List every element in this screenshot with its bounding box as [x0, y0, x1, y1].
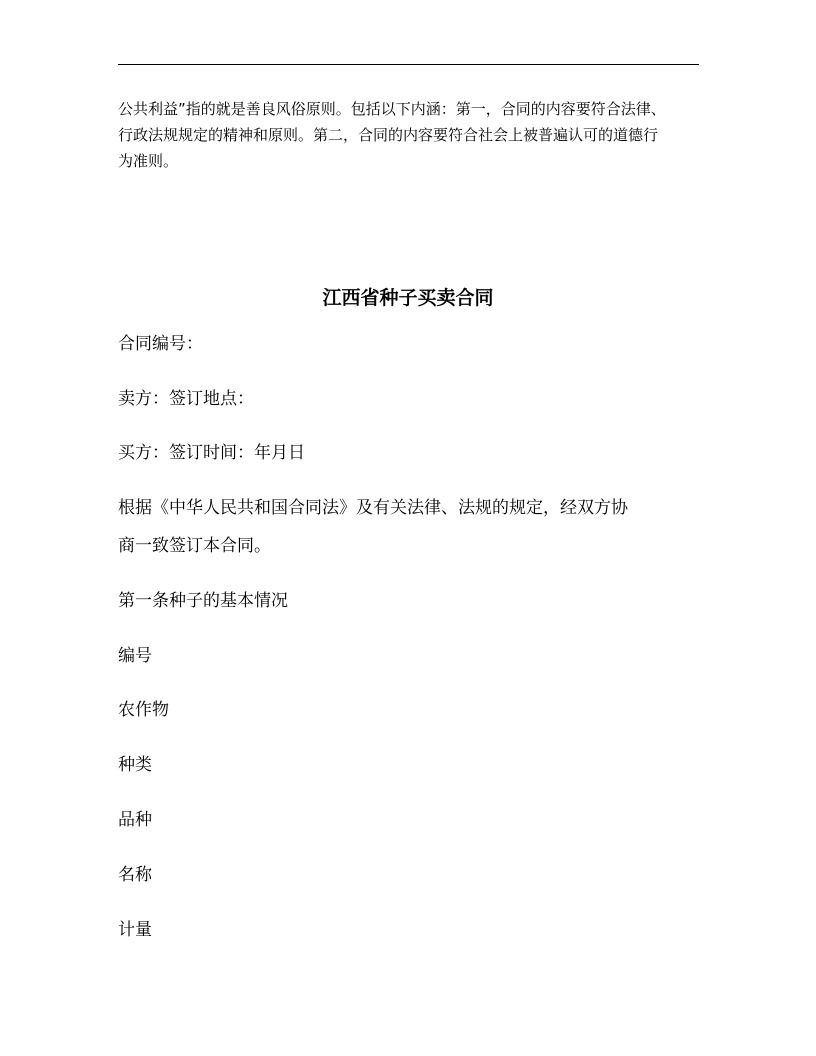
intro-paragraph	[118, 96, 702, 174]
intro-line: 公共利益”指的就是善良风俗原则。包括以下内涵：第一，合同的内容要符合法律、	[118, 100, 666, 118]
document-title: 江西省种子买卖合同	[322, 287, 494, 309]
intro-line: 为准则。	[118, 152, 179, 170]
field-label: 编号	[118, 646, 152, 666]
field-label: 品种	[118, 810, 152, 830]
field-label: 农作物	[118, 700, 169, 720]
contract-number-label: 合同编号：	[118, 334, 203, 354]
field-label: 名称	[118, 865, 152, 885]
preamble-line: 根据《中华人民共和国合同法》及有关法律、法规的规定，经双方协	[118, 498, 628, 518]
field-label: 计量	[118, 920, 152, 940]
header-divider	[118, 64, 699, 65]
field-label: 种类	[118, 755, 152, 775]
article-heading: 第一条种子的基本情况	[118, 591, 288, 611]
seller-line: 卖方：签订地点：	[118, 389, 254, 409]
buyer-line: 买方：签订时间：年月日	[118, 443, 305, 463]
intro-line: 行政法规规定的精神和原则。第二，合同的内容要符合社会上被普遍认可的道德行	[118, 126, 659, 144]
preamble-line: 商一致签订本合同。	[118, 536, 271, 556]
